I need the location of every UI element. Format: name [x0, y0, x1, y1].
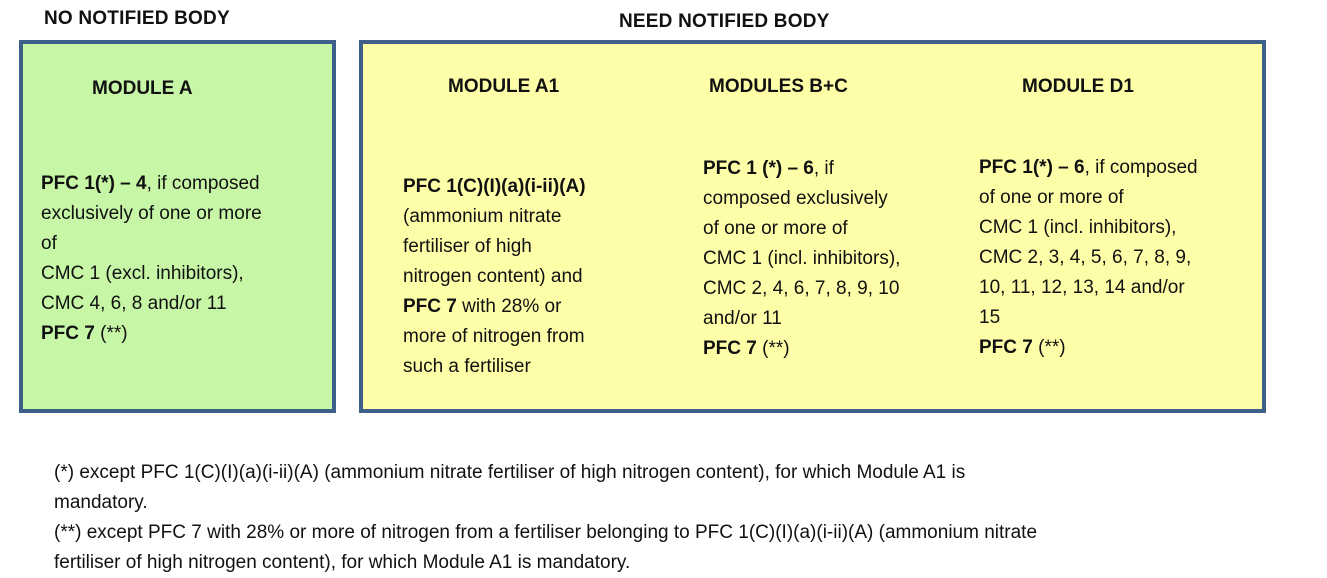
text-line: [979, 243, 1198, 273]
module-a1-text: [403, 172, 586, 382]
text-line: [703, 274, 900, 304]
footnotes: [54, 458, 1284, 578]
text-line: [403, 172, 586, 202]
line-text: (**): [94, 323, 128, 344]
line-text: CMC 1 (excl. inhibitors),: [41, 263, 244, 284]
text-line: [703, 154, 900, 184]
text-line: [979, 333, 1198, 363]
line-text: exclusively of one or more: [41, 203, 262, 224]
module-a-title: MODULE A: [92, 78, 193, 99]
text-line: [403, 262, 586, 292]
text-line: [403, 322, 586, 352]
need-notified-body-heading: NEED NOTIFIED BODY: [619, 11, 830, 32]
text-line: [979, 213, 1198, 243]
text-line: [41, 169, 262, 199]
line-text: composed exclusively: [703, 188, 888, 209]
text-line: [403, 292, 586, 322]
text-line: [41, 289, 262, 319]
text-line: [403, 202, 586, 232]
text-line: [54, 548, 1284, 578]
line-text: (**): [756, 338, 790, 359]
line-text: (*) except PFC 1(C)(I)(a)(i-ii)(A) (ammonium nitrate fertiliser of high nitrogen content), for which Module A1 is: [54, 462, 966, 483]
line-text: CMC 1 (incl. inhibitors),: [703, 248, 901, 269]
text-line: [703, 304, 900, 334]
line-text: of: [41, 233, 57, 254]
bold-term: PFC 7: [703, 338, 757, 359]
text-line: [54, 488, 1284, 518]
module-a1-title: MODULE A1: [448, 76, 560, 97]
line-text: , if composed: [1084, 157, 1198, 178]
line-text: and/or 11: [703, 308, 782, 329]
line-text: such a fertiliser: [403, 356, 531, 377]
text-line: [54, 518, 1284, 548]
bold-term: PFC 1(C)(I)(a)(i-ii)(A): [403, 176, 586, 197]
text-line: [403, 232, 586, 262]
text-line: [703, 184, 900, 214]
text-line: [54, 458, 1284, 488]
module-d1-title: MODULE D1: [1022, 76, 1134, 97]
text-line: [41, 319, 262, 349]
line-text: , if composed: [146, 173, 260, 194]
bold-term: PFC 1(*) – 4: [41, 173, 147, 194]
bold-term: PFC 7: [41, 323, 95, 344]
text-line: [703, 244, 900, 274]
text-line: [41, 199, 262, 229]
no-notified-body-heading: NO NOTIFIED BODY: [44, 8, 230, 29]
line-text: of one or more of: [703, 218, 848, 239]
line-text: nitrogen content) and: [403, 266, 583, 287]
line-text: of one or more of: [979, 187, 1124, 208]
line-text: CMC 2, 4, 6, 7, 8, 9, 10: [703, 278, 900, 299]
line-text: CMC 1 (incl. inhibitors),: [979, 217, 1177, 238]
line-text: (**): [1032, 337, 1066, 358]
line-text: fertiliser of high nitrogen content), for which Module A1 is mandatory.: [54, 552, 631, 573]
line-text: with 28% or: [456, 296, 562, 317]
line-text: CMC 4, 6, 8 and/or 11: [41, 293, 227, 314]
bold-term: PFC 1 (*) – 6: [703, 158, 814, 179]
bold-term: PFC 7: [979, 337, 1033, 358]
text-line: [979, 183, 1198, 213]
modules-bc-text: [703, 154, 900, 364]
text-line: [979, 273, 1198, 303]
line-text: CMC 2, 3, 4, 5, 6, 7, 8, 9,: [979, 247, 1192, 268]
text-line: [41, 259, 262, 289]
text-line: [703, 334, 900, 364]
text-line: [703, 214, 900, 244]
text-line: [403, 352, 586, 382]
module-d1-text: [979, 153, 1198, 363]
line-text: fertiliser of high: [403, 236, 532, 257]
bold-term: PFC 7: [403, 296, 457, 317]
text-line: [41, 229, 262, 259]
line-text: mandatory.: [54, 492, 148, 513]
line-text: more of nitrogen from: [403, 326, 585, 347]
line-text: (ammonium nitrate: [403, 206, 562, 227]
module-a-text: [41, 169, 262, 349]
line-text: 15: [979, 307, 1001, 328]
line-text: 10, 11, 12, 13, 14 and/or: [979, 277, 1185, 298]
text-line: [979, 153, 1198, 183]
line-text: (**) except PFC 7 with 28% or more of nitrogen from a fertiliser belonging to PFC 1(C)(I)(a)(i-ii)(A) (ammonium nitrate: [54, 522, 1038, 543]
text-line: [979, 303, 1198, 333]
line-text: , if: [813, 158, 834, 179]
modules-bc-title: MODULES B+C: [709, 76, 848, 97]
bold-term: PFC 1(*) – 6: [979, 157, 1085, 178]
